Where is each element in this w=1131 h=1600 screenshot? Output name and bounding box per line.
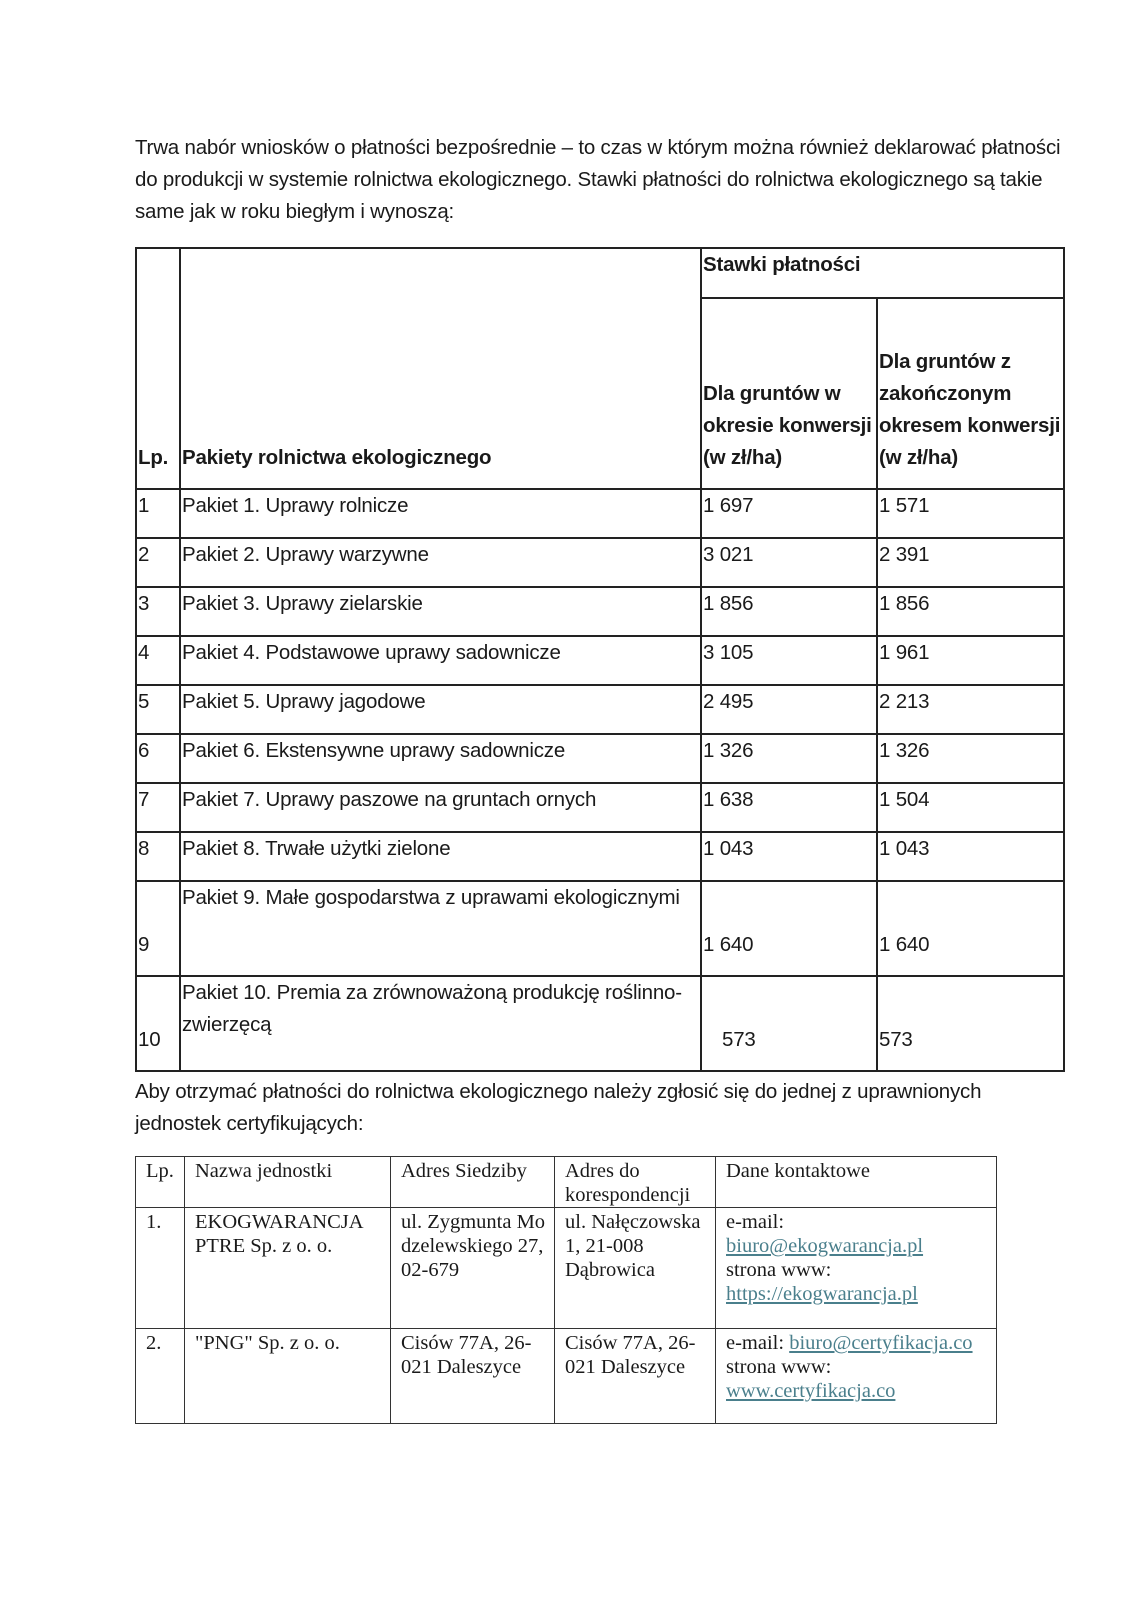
header-rates-group: Stawki płatności — [701, 248, 1064, 298]
table-row — [136, 734, 1064, 783]
row-lp: 6 — [136, 734, 180, 783]
row-lp: 9 — [136, 881, 180, 976]
email-label: e-mail: — [726, 1332, 790, 1354]
row-conversion-rate: 1 638 — [701, 783, 877, 832]
table-row — [136, 832, 1064, 881]
table-row — [136, 636, 1064, 685]
row-lp: 1. — [136, 1208, 185, 1329]
website-link[interactable]: www.certyfikacja.co — [726, 1380, 896, 1402]
header-lp: Lp. — [136, 248, 180, 489]
certification-bodies-table — [135, 1156, 997, 1424]
table-row — [136, 538, 1064, 587]
email-link[interactable]: biuro@certyfikacja.co — [789, 1332, 973, 1354]
row-lp: 2. — [136, 1329, 185, 1424]
row-name: "PNG" Sp. z o. o. — [185, 1329, 391, 1424]
row-converted-rate: 1 571 — [877, 489, 1064, 538]
row-seat-address: ul. Zygmunta Modzelewskiego 27, 02-679 — [391, 1208, 555, 1329]
row-conversion-rate: 3 021 — [701, 538, 877, 587]
row-conversion-rate: 1 043 — [701, 832, 877, 881]
row-package: Pakiet 7. Uprawy paszowe na gruntach ornych — [180, 783, 701, 832]
row-contact — [716, 1208, 997, 1329]
header-package: Pakiety rolnictwa ekologicznego — [180, 248, 701, 489]
row-correspondence-address: ul. Nałęczowska 1, 21-008 Dąbrowica — [555, 1208, 716, 1329]
row-converted-rate: 1 640 — [877, 881, 1064, 976]
row-converted-rate: 1 856 — [877, 587, 1064, 636]
header-correspondence-address: Adres do korespondencji — [555, 1157, 716, 1208]
row-conversion-rate: 573 — [701, 976, 877, 1071]
row-converted-rate: 573 — [877, 976, 1064, 1071]
header-lp: Lp. — [136, 1157, 185, 1208]
row-package: Pakiet 9. Małe gospodarstwa z uprawami ekologicznymi — [180, 881, 701, 976]
row-package: Pakiet 8. Trwałe użytki zielone — [180, 832, 701, 881]
row-lp: 3 — [136, 587, 180, 636]
row-conversion-rate: 1 640 — [701, 881, 877, 976]
payment-rates-table — [135, 247, 1065, 1072]
row-converted-rate: 1 504 — [877, 783, 1064, 832]
row-conversion-rate: 3 105 — [701, 636, 877, 685]
row-package: Pakiet 6. Ekstensywne uprawy sadownicze — [180, 734, 701, 783]
www-label: strona www: — [726, 1356, 832, 1378]
row-conversion-rate: 1 856 — [701, 587, 877, 636]
row-package: Pakiet 2. Uprawy warzywne — [180, 538, 701, 587]
row-package: Pakiet 3. Uprawy zielarskie — [180, 587, 701, 636]
website-link[interactable]: https://ekogwarancja.pl — [726, 1283, 918, 1305]
row-package: Pakiet 1. Uprawy rolnicze — [180, 489, 701, 538]
row-converted-rate: 2 213 — [877, 685, 1064, 734]
row-converted-rate: 2 391 — [877, 538, 1064, 587]
row-lp: 4 — [136, 636, 180, 685]
header-converted-rate: Dla gruntów z zakończonym okresem konwersji (w zł/ha) — [877, 298, 1064, 489]
header-contact: Dane kontaktowe — [716, 1157, 997, 1208]
www-label: strona www: — [726, 1259, 832, 1281]
table-row — [136, 976, 1064, 1071]
table-row — [136, 1329, 997, 1424]
table-row — [136, 881, 1064, 976]
table-row — [136, 1208, 997, 1329]
row-converted-rate: 1 043 — [877, 832, 1064, 881]
row-seat-address: Cisów 77A, 26-021 Daleszyce — [391, 1329, 555, 1424]
email-label: e-mail: — [726, 1211, 785, 1233]
row-lp: 8 — [136, 832, 180, 881]
header-conversion-rate: Dla gruntów w okresie konwersji (w zł/ha) — [701, 298, 877, 489]
row-package: Pakiet 10. Premia za zrównoważoną produkcję roślinno-zwierzęcą — [180, 976, 701, 1071]
header-seat-address: Adres Siedziby — [391, 1157, 555, 1208]
row-lp: 7 — [136, 783, 180, 832]
row-correspondence-address: Cisów 77A, 26-021 Daleszyce — [555, 1329, 716, 1424]
row-package: Pakiet 5. Uprawy jagodowe — [180, 685, 701, 734]
row-conversion-rate: 1 697 — [701, 489, 877, 538]
row-name: EKOGWARANCJA PTRE Sp. z o. o. — [185, 1208, 391, 1329]
table-row — [136, 685, 1064, 734]
row-conversion-rate: 1 326 — [701, 734, 877, 783]
row-lp: 1 — [136, 489, 180, 538]
header-name: Nazwa jednostki — [185, 1157, 391, 1208]
row-package: Pakiet 4. Podstawowe uprawy sadownicze — [180, 636, 701, 685]
table-row — [136, 489, 1064, 538]
intro-paragraph: Trwa nabór wniosków o płatności bezpośrednie – to czas w którym można również deklarować płatności do produkcji w systemie rolnictwa ekologicznego. Stawki płatności do rolnictwa ekologicznego są takie same jak w roku biegłym i wynoszą: — [135, 136, 1061, 223]
row-lp: 10 — [136, 976, 180, 1071]
table-row — [136, 587, 1064, 636]
table-row — [136, 783, 1064, 832]
row-lp: 2 — [136, 538, 180, 587]
email-link[interactable]: biuro@ekogwarancja.pl — [726, 1235, 924, 1257]
row-lp: 5 — [136, 685, 180, 734]
row-converted-rate: 1 326 — [877, 734, 1064, 783]
row-conversion-rate: 2 495 — [701, 685, 877, 734]
row-contact — [716, 1329, 997, 1424]
outro-paragraph: Aby otrzymać płatności do rolnictwa ekologicznego należy zgłosić się do jednej z uprawnionych jednostek certyfikujących: — [135, 1080, 982, 1135]
row-converted-rate: 1 961 — [877, 636, 1064, 685]
